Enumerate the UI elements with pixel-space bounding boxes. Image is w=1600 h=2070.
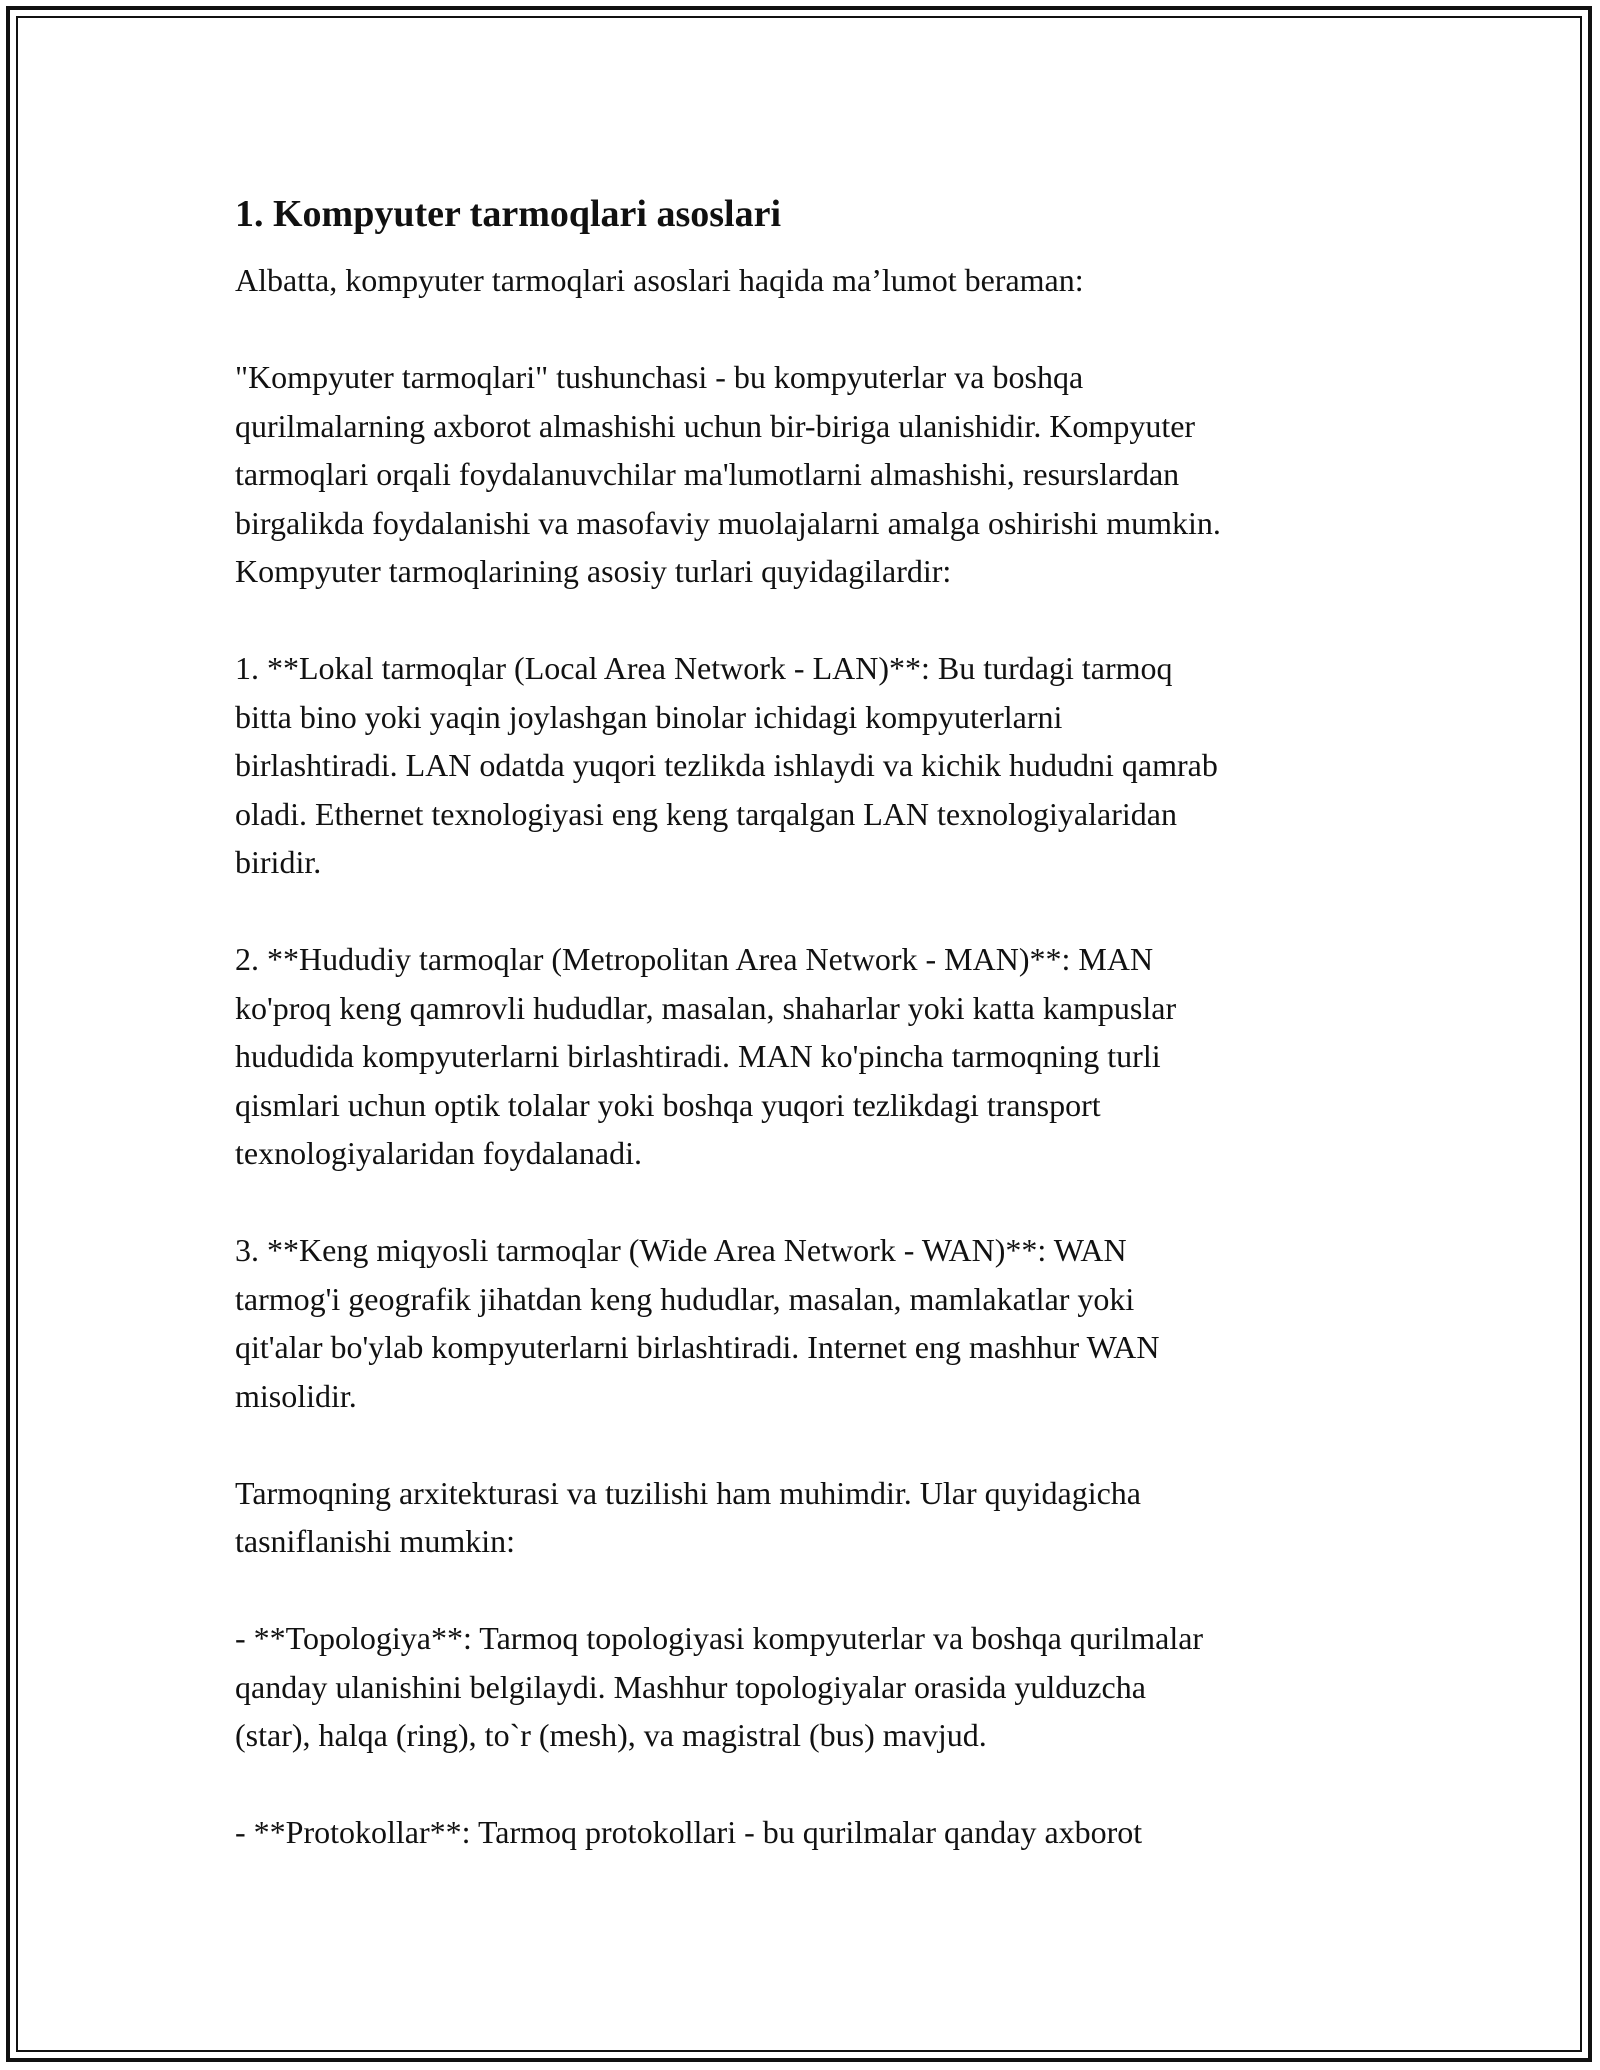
body-paragraph — [235, 1614, 1385, 1760]
text-line: Kompyuter tarmoqlarining asosiy turlari quyidagilardir: — [235, 553, 952, 589]
text-line: qismlari uchun optik tolalar yoki boshqa yuqori tezlikdagi transport — [235, 1086, 1101, 1123]
paragraph-list — [235, 353, 1385, 1857]
text-line: (star), halqa (ring), to`r (mesh), va magistral (bus) mavjud. — [235, 1717, 987, 1753]
body-paragraph — [235, 1226, 1385, 1420]
body-paragraph — [235, 644, 1385, 887]
text-line: - **Protokollar**: Tarmoq protokollari - bu qurilmalar qanday axborot — [235, 1814, 1143, 1850]
text-line: misolidir. — [235, 1377, 357, 1414]
text-line: birlashtiradi. LAN odatda yuqori tezlikda ishlaydi va kichik hududni qamrab — [235, 747, 1218, 783]
text-line: texnologiyalaridan foydalanadi. — [235, 1135, 642, 1171]
body-paragraph — [235, 353, 1385, 596]
text-line: 3. **Keng miqyosli tarmoqlar (Wide Area Network - WAN)**: WAN — [235, 1232, 1127, 1268]
text-line: tasniflanishi mumkin: — [235, 1523, 515, 1559]
text-line: birgalikda foydalanishi va masofaviy muolajalarni amalga oshirishi mumkin. — [235, 504, 1221, 541]
text-line: hududida kompyuterlarni birlashtiradi. MAN ko'pincha tarmoqning turli — [235, 1038, 1161, 1074]
document-body — [235, 188, 1385, 1857]
text-line: 2. **Hududiy tarmoqlar (Metropolitan Area Network - MAN)**: MAN — [235, 941, 1154, 977]
page-title: 1. Kompyuter tarmoqlari asoslari — [235, 193, 782, 235]
text-line: qanday ulanishini belgilaydi. Mashhur topologiyalar orasida yulduzcha — [235, 1668, 1146, 1705]
text-line: tarmoqlari orqali foydalanuvchilar ma'lumotlarni almashishi, resurslardan — [235, 456, 1180, 492]
body-paragraph — [235, 935, 1385, 1178]
text-line: ko'proq keng qamrovli hududlar, masalan, shaharlar yoki katta kampuslar — [235, 989, 1177, 1026]
body-paragraph — [235, 1808, 1385, 1857]
text-line: qit'alar bo'ylab kompyuterlarni birlashtiradi. Internet eng mashhur WAN — [235, 1329, 1160, 1365]
intro-paragraph: Albatta, kompyuter tarmoqlari asoslari haqida ma’lumot beraman: — [235, 262, 1084, 298]
text-line: 1. **Lokal tarmoqlar (Local Area Network - LAN)**: Bu turdagi tarmoq — [235, 650, 1173, 686]
text-line: qurilmalarning axborot almashishi uchun bir-biriga ulanishidir. Kompyuter — [235, 407, 1196, 444]
text-line: tarmog'i geografik jihatdan keng hududlar, masalan, mamlakatlar yoki — [235, 1280, 1135, 1317]
text-line: biridir. — [235, 844, 322, 880]
body-paragraph — [235, 1469, 1385, 1566]
text-line: Tarmoqning arxitekturasi va tuzilishi ham muhimdir. Ular quyidagicha — [235, 1474, 1141, 1511]
text-line: oladi. Ethernet texnologiyasi eng keng tarqalgan LAN texnologiyalaridan — [235, 795, 1177, 832]
text-line: bitta bino yoki yaqin joylashgan binolar ichidagi kompyuterlarni — [235, 698, 1063, 735]
text-line: "Kompyuter tarmoqlari" tushunchasi - bu kompyuterlar va boshqa — [235, 359, 1084, 395]
text-line: - **Topologiya**: Tarmoq topologiyasi kompyuterlar va boshqa qurilmalar — [235, 1620, 1204, 1656]
